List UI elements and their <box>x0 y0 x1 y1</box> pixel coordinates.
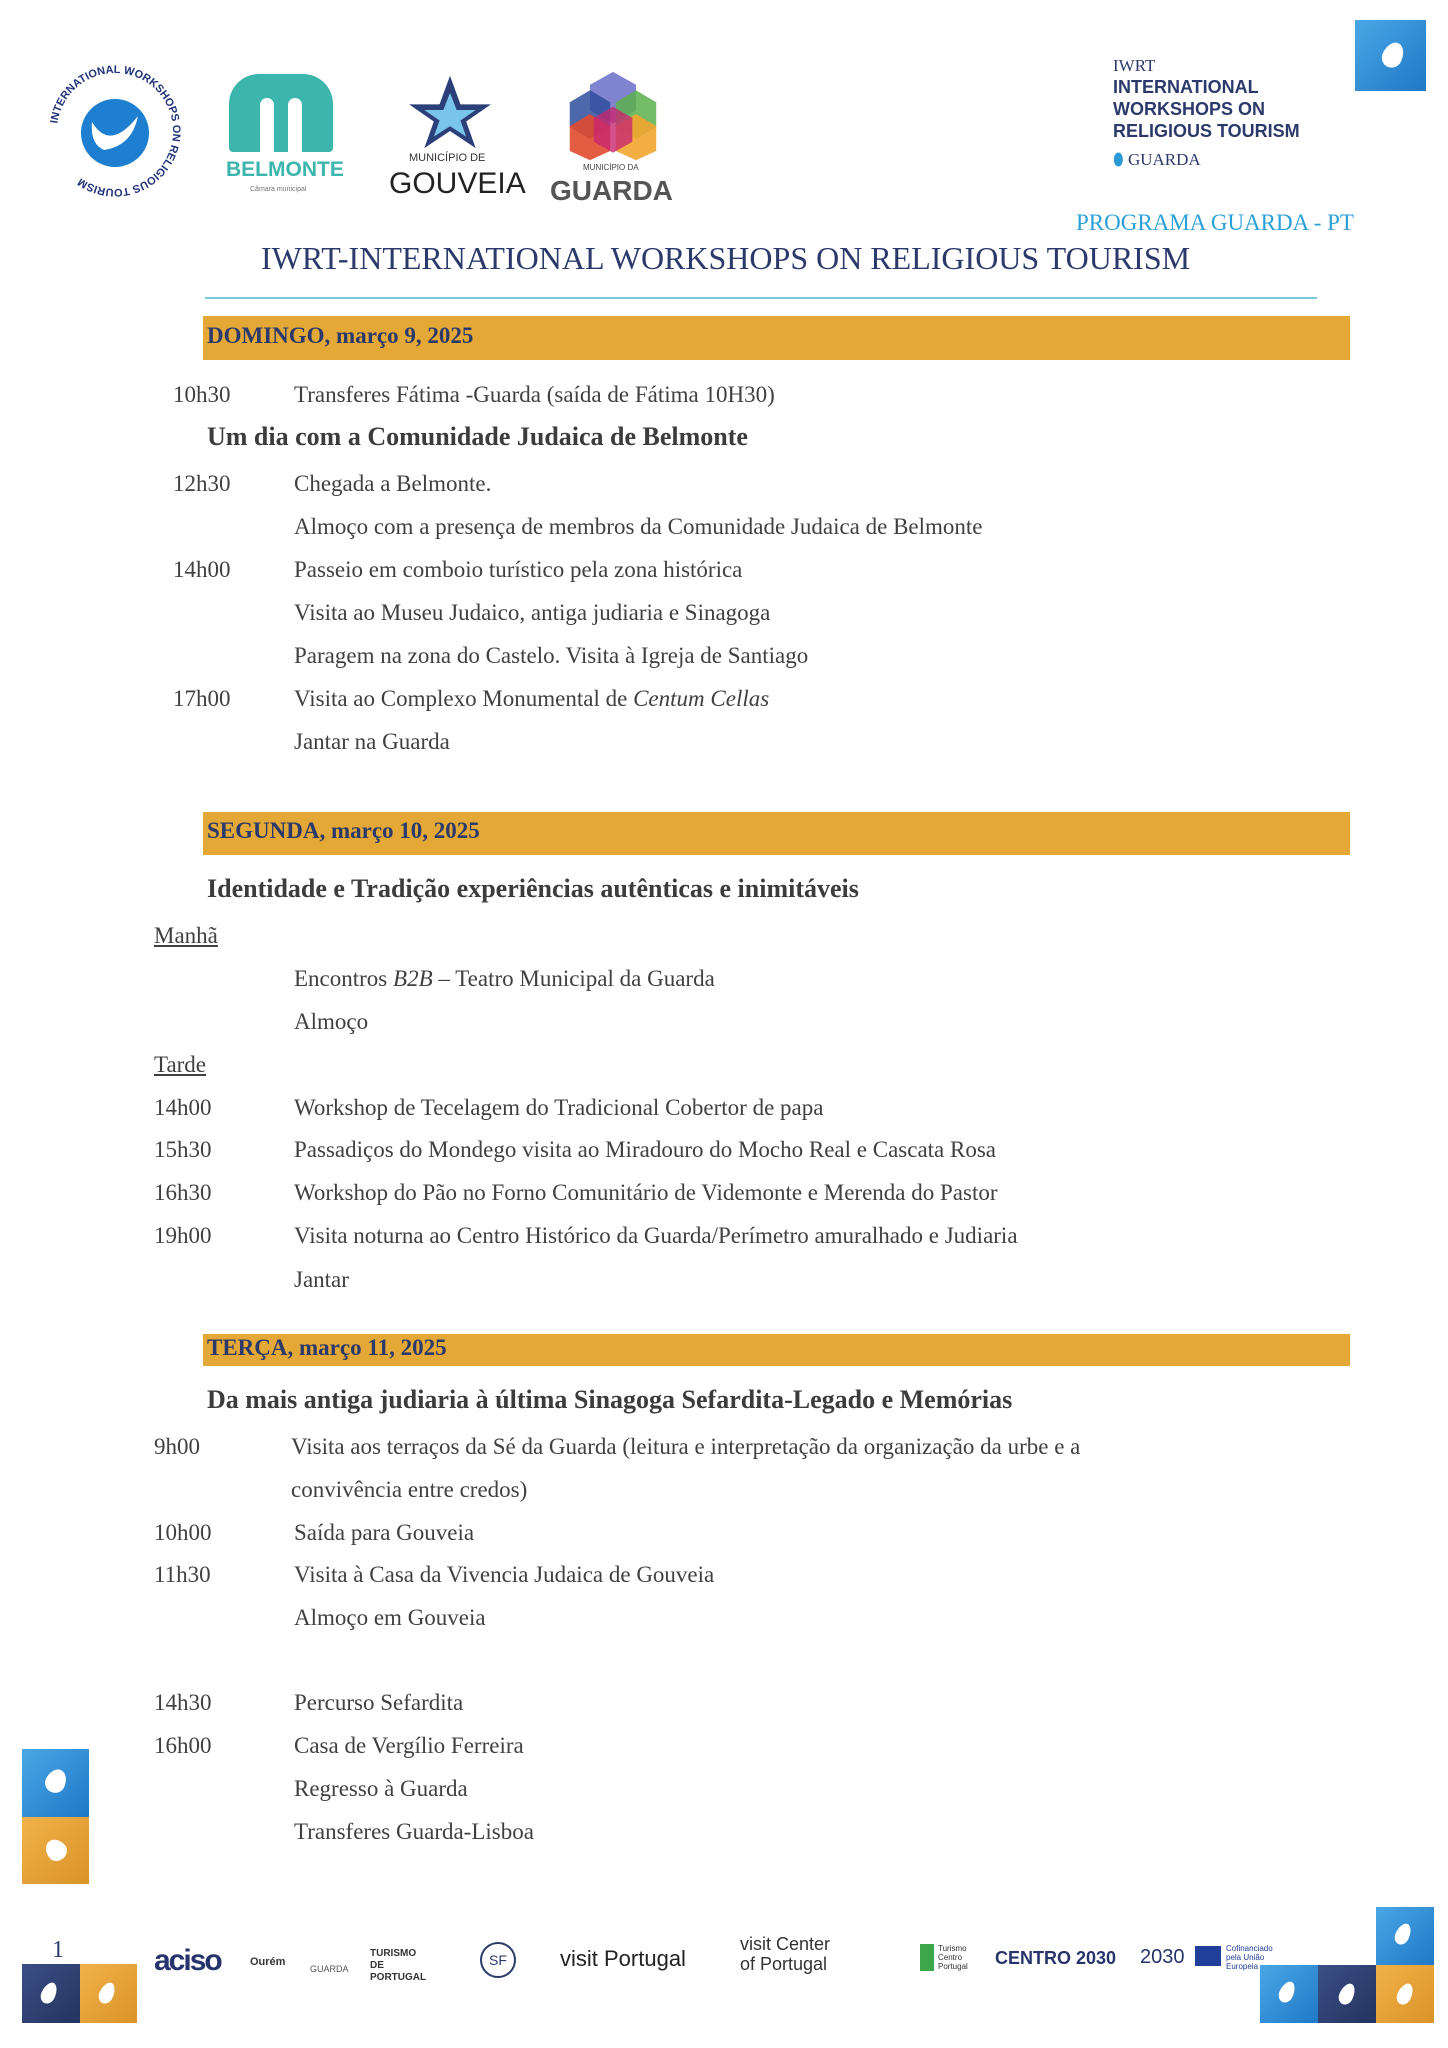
morning-label: Manhã <box>154 923 218 948</box>
time: 14h00 <box>154 1095 212 1120</box>
belmonte-logo: BELMONTE Câmara municipal <box>226 74 336 194</box>
sponsor-ourem: Ourém <box>250 1956 286 1968</box>
activity: Regresso à Guarda <box>294 1776 468 1801</box>
activity: Casa de Vergílio Ferreira <box>294 1733 524 1758</box>
sponsor-aciso: aciso <box>154 1944 221 1977</box>
time: 14h30 <box>154 1690 212 1715</box>
iwrt-ring-logo <box>42 58 188 204</box>
leaf-tile-icon <box>22 1817 89 1884</box>
time: 17h00 <box>173 686 231 711</box>
sponsor-turismo-centro: Turismo Centro Portugal <box>920 1944 978 1971</box>
day-bar-tuesday: TERÇA, março 11, 2025 <box>203 1334 1350 1366</box>
activity: Percurso Sefardita <box>294 1690 464 1715</box>
activity: Jantar <box>294 1267 349 1292</box>
leaf-tile-icon <box>1376 1965 1434 2023</box>
activity: Visita à Casa da Vivencia Judaica de Gouveia <box>294 1562 715 1587</box>
time: 12h30 <box>173 471 231 496</box>
sponsor-turismo-portugal: TURISMO DE PORTUGAL <box>370 1948 427 1983</box>
hexagon-mosaic-icon <box>548 70 678 162</box>
time: 10h00 <box>154 1520 212 1545</box>
leaf-tile-icon <box>22 1964 80 2023</box>
dove-tile-icon <box>1376 1907 1434 1965</box>
svg-text:INTERNATIONAL WORKSHOPS ON REL: INTERNATIONAL WORKSHOPS ON RELIGIOUS TOURISM <box>48 63 183 199</box>
day-bar-monday: SEGUNDA, março 10, 2025 <box>203 812 1350 855</box>
time: 16h00 <box>154 1733 212 1758</box>
sponsor-visit-portugal: visit Portugal <box>560 1946 686 1971</box>
program-label: PROGRAMA GUARDA - PT <box>1076 210 1354 235</box>
dove-tile-icon <box>1260 1965 1318 2023</box>
activity: Paragem na zona do Castelo. Visita à Igreja de Santiago <box>294 643 809 668</box>
leaf-tile-icon <box>80 1964 137 2023</box>
activity: Encontros B2B – Teatro Municipal da Guarda <box>294 966 715 991</box>
afternoon-label: Tarde <box>154 1052 207 1077</box>
time: 10h30 <box>173 382 231 407</box>
activity: Almoço em Gouveia <box>294 1605 486 1630</box>
eu-flag-icon <box>1195 1946 1221 1966</box>
time: 15h30 <box>154 1137 212 1162</box>
activity: Passadiços do Mondego visita ao Miradouro do Mocho Real e Cascata Rosa <box>294 1137 997 1162</box>
activity: Workshop de Tecelagem do Tradicional Cobertor de papa <box>294 1095 824 1120</box>
location-pin-icon: ⬮ <box>1113 150 1128 169</box>
day-bar-sunday: DOMINGO, março 9, 2025 <box>203 316 1350 360</box>
activity: Visita noturna ao Centro Histórico da Guarda/Perímetro amuralhado e Judiaria <box>294 1223 1018 1248</box>
activity: Jantar na Guarda <box>294 729 450 754</box>
activity: Almoço com a presença de membros da Comunidade Judaica de Belmonte <box>294 514 983 539</box>
sponsor-portugal-2030: 2030 <box>1140 1946 1185 1968</box>
activity: Transferes Guarda-Lisboa <box>294 1819 534 1844</box>
sponsor-logos <box>150 1930 1273 1990</box>
sponsor-eu: Cofinanciado pela União Europeia <box>1226 1944 1273 1971</box>
day-heading: Da mais antiga judiaria à última Sinagoga Sefardita-Legado e Memórias <box>207 1385 1013 1414</box>
title-rule <box>205 297 1317 299</box>
time: 9h00 <box>154 1434 200 1459</box>
guarda-logo: MUNICÍPIO DA GUARDA <box>548 70 678 206</box>
dove-ring-icon <box>44 60 186 202</box>
day-heading: Um dia com a Comunidade Judaica de Belmonte <box>207 422 748 451</box>
location-line: ⬮ GUARDA <box>1113 150 1201 169</box>
dove-tile-icon <box>22 1749 89 1817</box>
time: 11h30 <box>154 1562 211 1587</box>
day-heading: Identidade e Tradição experiências autênticas e inimitáveis <box>207 874 859 903</box>
activity: Transferes Fátima -Guarda (saída de Fátima 10H30) <box>294 382 775 407</box>
activity: Workshop do Pão no Forno Comunitário de Videmonte e Merenda do Pastor <box>294 1180 998 1205</box>
time: 16h30 <box>154 1180 212 1205</box>
sponsor-visit-centre: visit Center of Portugal <box>740 1934 831 1974</box>
sponsor-sf: SF <box>480 1942 516 1978</box>
page-title: IWRT-INTERNATIONAL WORKSHOPS ON RELIGIOUS TOURISM <box>261 240 1191 276</box>
activity: Saída para Gouveia <box>294 1520 475 1545</box>
star-icon <box>385 72 515 150</box>
time: 14h00 <box>173 557 231 582</box>
dove-tile-icon <box>1355 20 1426 91</box>
activity: Visita ao Complexo Monumental de Centum Cellas <box>294 686 770 711</box>
iwrt-block: IWRT INTERNATIONAL WORKSHOPS ON RELIGIOUS TOURISM ⬮ GUARDA <box>1113 56 1300 169</box>
activity: Visita aos terraços da Sé da Guarda (leitura e interpretação da organização da urbe e a <box>291 1434 1081 1459</box>
sponsor-guarda: GUARDA <box>310 1964 349 1974</box>
activity: Visita ao Museu Judaico, antiga judiaria e Sinagoga <box>294 600 771 625</box>
page-number: 1 <box>52 1937 64 1963</box>
activity: Almoço <box>294 1009 369 1034</box>
activity: Chegada a Belmonte. <box>294 471 492 496</box>
gouveia-logo: MUNICÍPIO DE GOUVEIA <box>385 72 515 202</box>
activity: convivência entre credos) <box>291 1477 528 1502</box>
leaf-tile-icon <box>1318 1965 1376 2023</box>
sponsor-centro-2030: CENTRO 2030 <box>995 1948 1117 1968</box>
activity: Passeio em comboio turístico pela zona histórica <box>294 557 743 582</box>
time: 19h00 <box>154 1223 212 1248</box>
